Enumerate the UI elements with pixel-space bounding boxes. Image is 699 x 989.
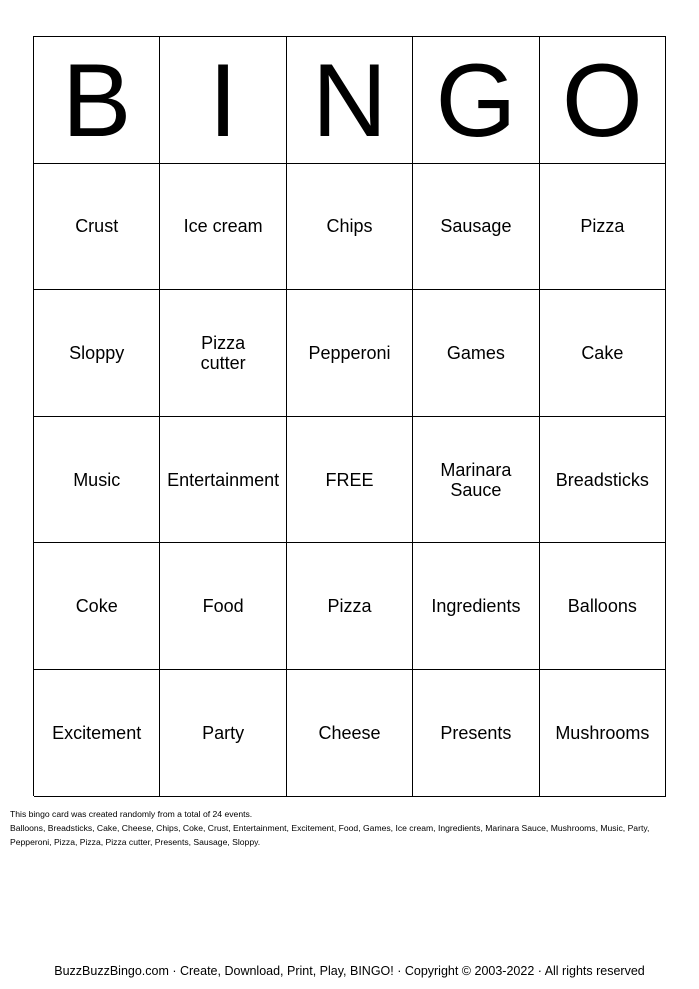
- card-info: [10, 807, 690, 849]
- bingo-cell: [34, 543, 160, 670]
- card-info-event-list: Balloons, Breadsticks, Cake, Cheese, Chips, Coke, Crust, Entertainment, Excitement, Food, Games, Ice cream, Ingredients, Marinara Sauce, Mushrooms, Music, Party, Pepperoni, Pizza, Pizza, Pizza cutter, Presents, Sausage, Sloppy.: [10, 823, 650, 847]
- bingo-cell-text: Cake: [581, 342, 624, 363]
- bingo-row-2: [34, 290, 666, 417]
- header-letter-n: N: [287, 37, 413, 164]
- bingo-cell-text: Marinara Sauce: [440, 459, 512, 500]
- bingo-cell-text: Sloppy: [69, 342, 125, 363]
- bingo-card: [33, 36, 666, 796]
- bingo-cell: [413, 164, 539, 291]
- bingo-cell: [287, 670, 413, 797]
- bingo-cell-text: Ingredients: [431, 596, 521, 617]
- bingo-cell: [413, 670, 539, 797]
- bingo-cell: [413, 417, 539, 544]
- bingo-cell: [540, 670, 666, 797]
- bingo-cell-text: Pizza cutter: [200, 332, 246, 373]
- bingo-cell-text: Ice cream: [183, 216, 263, 237]
- bingo-cell-text: Music: [73, 469, 121, 490]
- bingo-cell: [287, 164, 413, 291]
- bingo-cell: [287, 543, 413, 670]
- header-letter-i: I: [160, 37, 286, 164]
- free-space-text: FREE: [325, 469, 374, 490]
- bingo-cell-text: Games: [446, 342, 505, 363]
- bingo-cell: [34, 290, 160, 417]
- page-footer: BuzzBuzzBingo.com · Create, Download, Print, Play, BINGO! · Copyright © 2003-2022 · All rights reserved: [54, 964, 645, 978]
- free-space-cell: [287, 417, 413, 544]
- bingo-cell-text: Food: [202, 596, 244, 617]
- bingo-cell: [160, 543, 286, 670]
- bingo-row-5: [34, 670, 666, 797]
- bingo-cell-text: Party: [202, 722, 245, 743]
- bingo-cell: [540, 290, 666, 417]
- header-letter-o: O: [540, 37, 666, 164]
- bingo-cell-text: Chips: [326, 216, 373, 237]
- bingo-cell-text: Pizza: [580, 216, 625, 237]
- header-letter-g: G: [413, 37, 539, 164]
- bingo-cell-text: Cheese: [318, 722, 381, 743]
- bingo-cell: [160, 164, 286, 291]
- bingo-cell-text: Pizza: [327, 596, 372, 617]
- bingo-cell-text: Pepperoni: [308, 342, 391, 363]
- bingo-cell-text: Mushrooms: [555, 722, 650, 743]
- bingo-row-1: [34, 164, 666, 291]
- bingo-row-4: [34, 543, 666, 670]
- bingo-cell-text: Coke: [75, 596, 118, 617]
- bingo-row-3: [34, 417, 666, 544]
- bingo-cell: [413, 543, 539, 670]
- bingo-cell-text: Excitement: [52, 722, 142, 743]
- bingo-header-row: [34, 37, 666, 164]
- bingo-cell: [160, 417, 286, 544]
- bingo-cell-text: Entertainment: [167, 469, 280, 490]
- bingo-cell: [34, 670, 160, 797]
- bingo-cell: [160, 290, 286, 417]
- card-info-summary: This bingo card was created randomly from a total of 24 events.: [10, 809, 253, 819]
- bingo-cell: [160, 670, 286, 797]
- bingo-cell: [287, 290, 413, 417]
- bingo-cell-text: Crust: [75, 216, 119, 237]
- bingo-cell-text: Presents: [440, 722, 512, 743]
- bingo-cell: [540, 164, 666, 291]
- bingo-cell-text: Breadsticks: [555, 469, 649, 490]
- bingo-cell: [540, 543, 666, 670]
- bingo-cell: [34, 164, 160, 291]
- bingo-cell-text: Sausage: [440, 216, 512, 237]
- bingo-cell: [413, 290, 539, 417]
- bingo-cell: [34, 417, 160, 544]
- bingo-cell: [540, 417, 666, 544]
- header-letter-b: B: [34, 37, 160, 164]
- bingo-cell-text: Balloons: [567, 596, 637, 617]
